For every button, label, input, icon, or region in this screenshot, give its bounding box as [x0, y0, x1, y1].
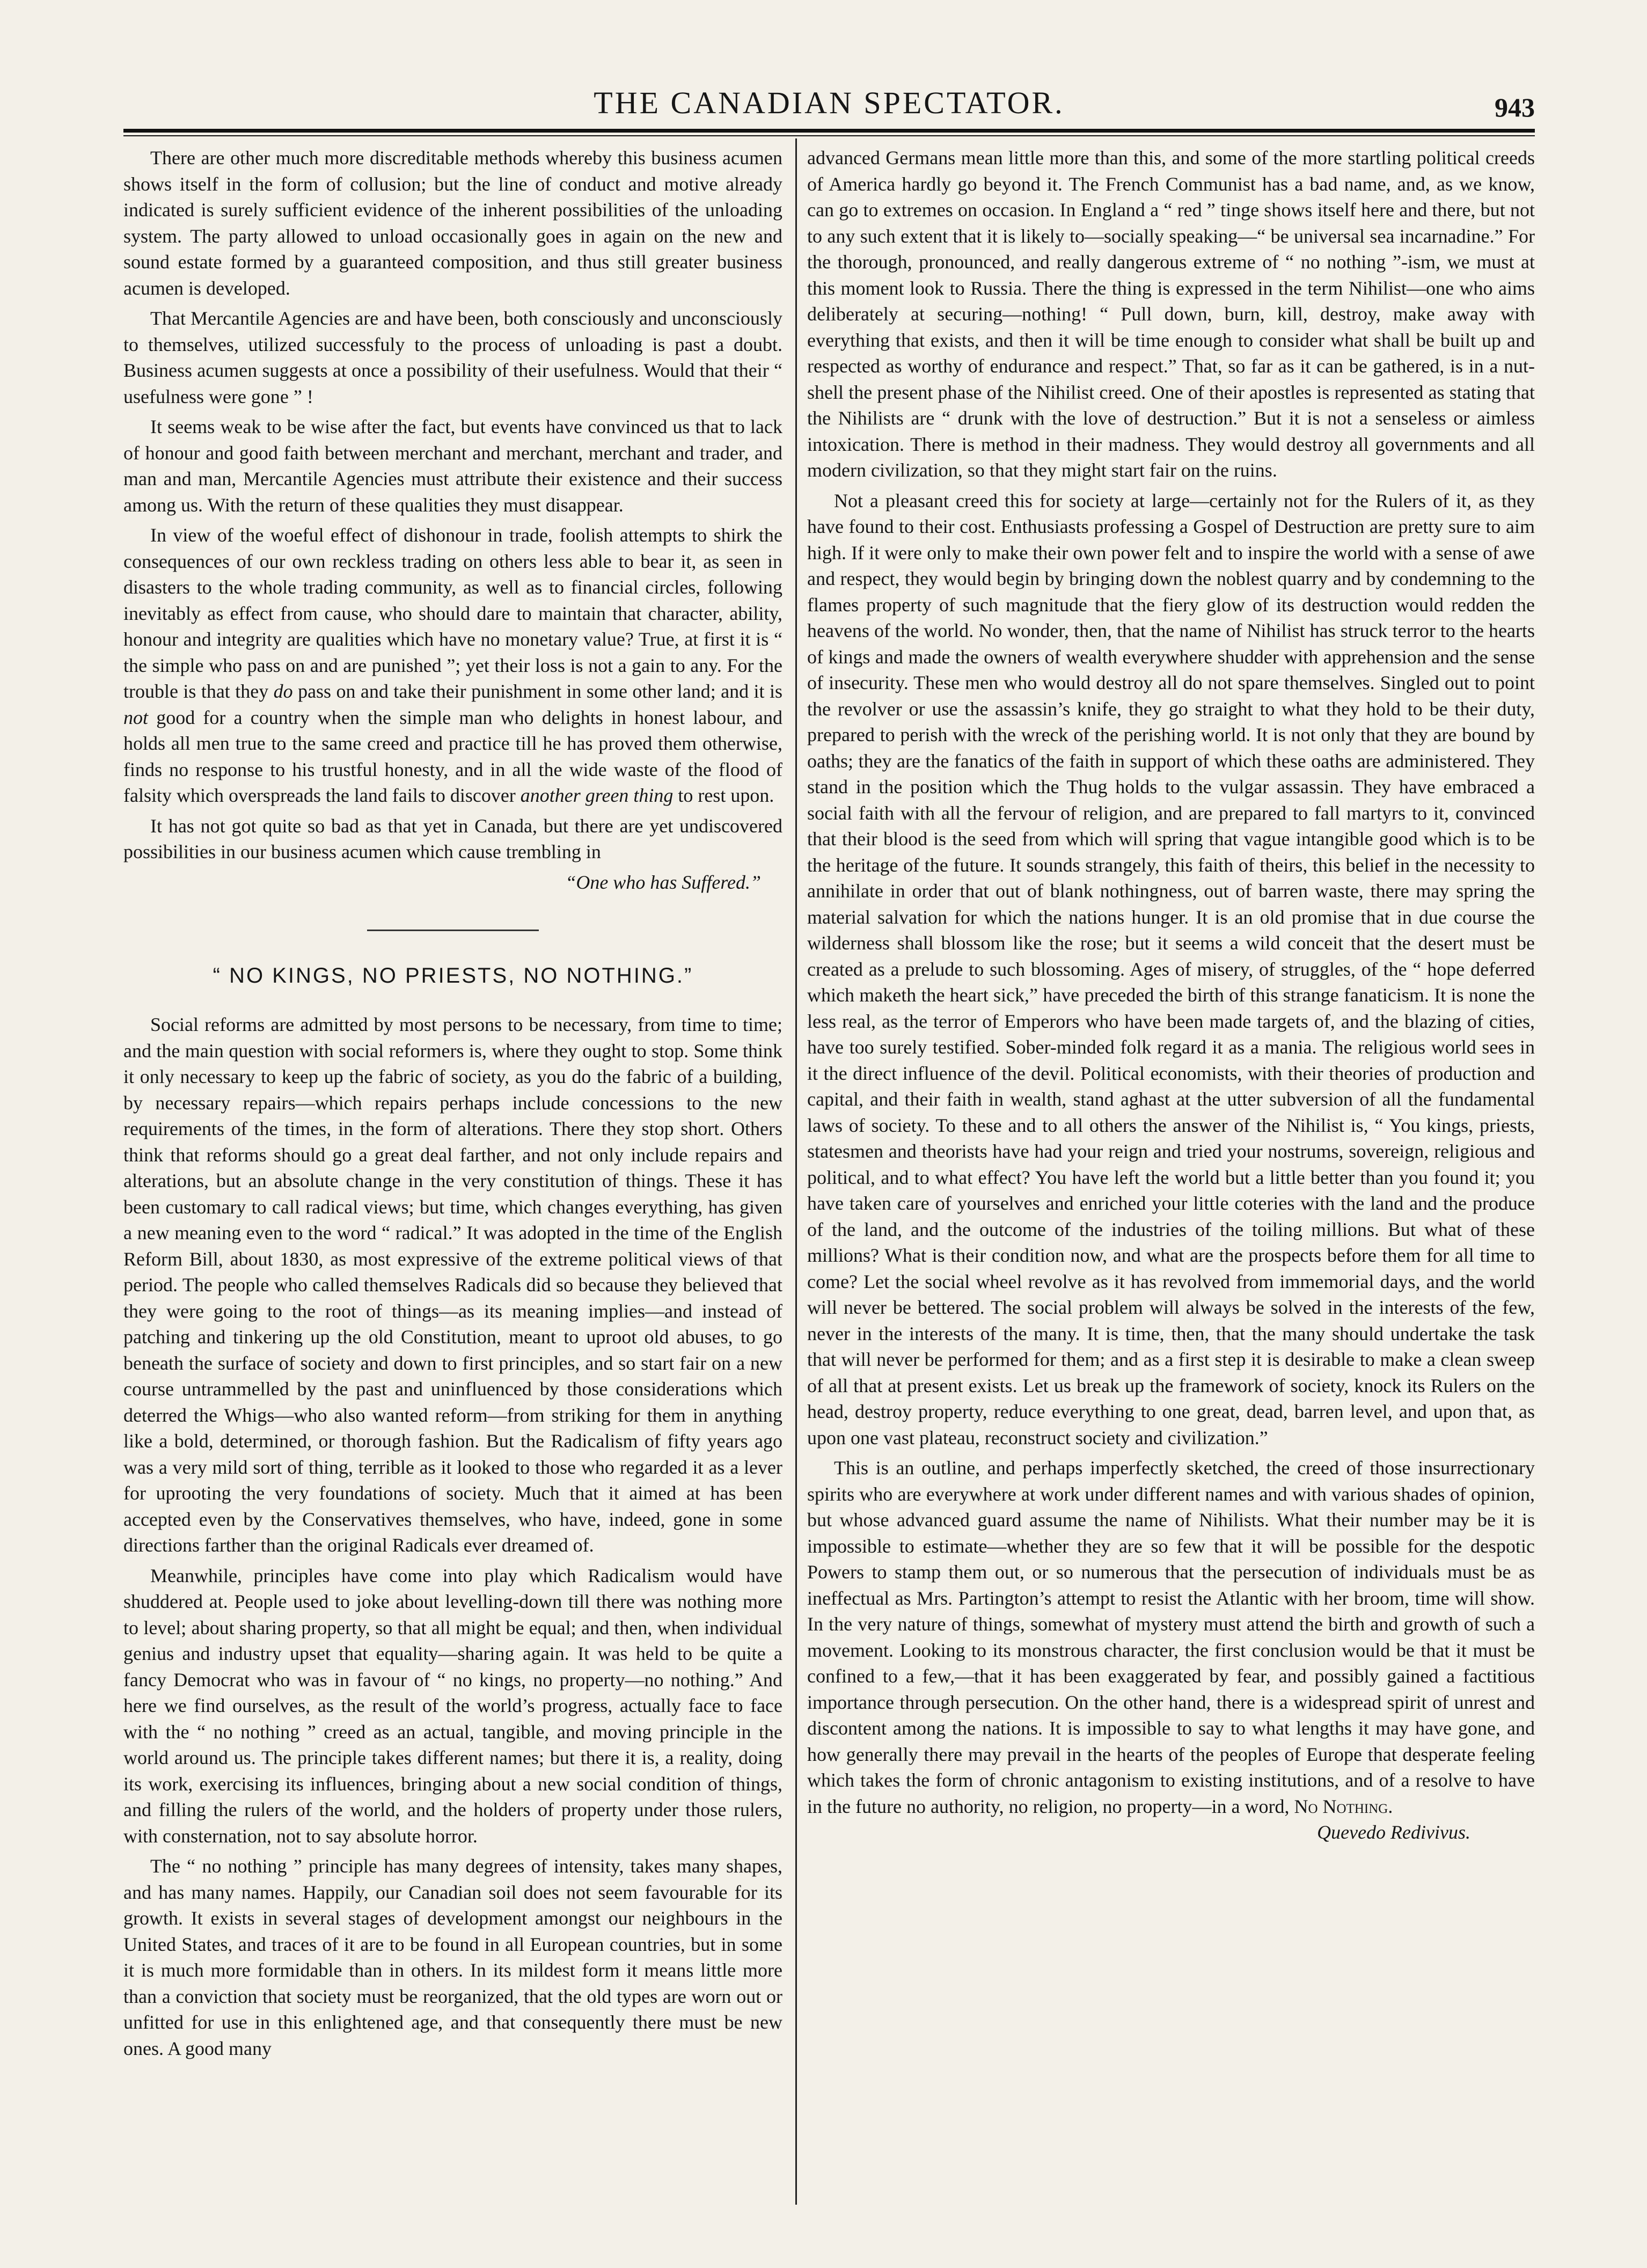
page-header	[123, 81, 1535, 122]
paragraph: advanced Germans mean little more than this, and some of the more startling political creeds of America hardly go beyond it. The French Communist has a bad name, and, as we know, can go to extremes on occasion. In England a “ red ” tinge shows itself here and there, but not to any such extent that it is likely to—socially speaking—“ be universal sea incarnadine.” For the thorough, pronounced, and really dangerous extreme of “ no nothing ”-ism, we must at this moment look to Russia. There the thing is expressed in the term Nihilist—one who aims deliberately at securing—nothing! “ Pull down, burn, kill, destroy, make away with everything that exists, and then it will be time enough to consider what shall be built up and respected as worthy of endurance and respect.” That, so far as it can be gathered, is in a nut-shell the present phase of the Nihilist creed. One of their apostles is represented as stating that the Nihilists are “ drunk with the love of destruction.” But it is not a senseless or aimless intoxication. There is method in their madness. They would destroy all governments and all modern civilization, so that they might start fair on the ruins.	[807, 147, 1535, 481]
right-column	[807, 145, 1535, 1846]
article-signature: Quevedo Redivivus.	[1317, 1821, 1470, 1843]
text-run: to rest upon.	[673, 785, 774, 806]
article-title: “ NO KINGS, NO PRIESTS, NO NOTHING.”	[213, 964, 693, 987]
paragraph: It has not got quite so bad as that yet in Canada, but there are yet undiscovered possibilities in our business acumen which cause trembling in	[123, 815, 782, 862]
column-divider	[795, 138, 797, 2205]
text-run: This is an outline, and perhaps imperfectly sketched, the creed of those insurrectionary spirits who are everywhere at work under different names and with various shades of opinion, but whose advanced guard assume the name of Nihilists. What their number may be it is impossible to estimate—whether they are so few that it will be possible for the despotic Powers to stamp them out, or so numerous that the persecution of individuals must be as ineffectual as Mrs. Partington’s attempt to resist the Atlantic with her broom, time will show. In the very nature of things, somewhat of mystery must attend the birth and growth of such a movement. Looking to its monstrous character, the first conclusion would be that it must be confined to a few,—that it has been exaggerated by fear, and possibly gained a factitious importance through persecution. On the other hand, there is a widespread spirit of unrest and discontent among the nations. It is impossible to say to what lengths it may have gone, and how generally there may prevail in the hearts of the peoples of Europe that desperate feeling which takes the form of chronic antagonism to existing institutions, and of a resolve to have in the future no authority, no religion, no property—in a word,	[807, 1457, 1535, 1817]
emphasis: do	[273, 681, 293, 702]
article-signature: “One who has Suffered.”	[565, 871, 761, 893]
paragraph: That Mercantile Agencies are and have been, both consciously and unconsciously to themselves, utilized successfuly to the process of unloading is past a doubt. Business acumen suggests at once a possibility of their usefulness. Would that their “ usefulness were gone ” !	[123, 308, 782, 407]
paragraph: The “ no nothing ” principle has many degrees of intensity, takes many shapes, and has many names. Happily, our Canadian soil does not seem favourable for its growth. It exists in several stages of development amongst our neighbours in the United States, and traces of it are to be found in all European countries, but in some it is much more formidable than in others. In its mildest form it means little more than a conviction that society must be reorganized, that the old types are worn out or unfitted for use in this enlightened age, and that consequently there must be new ones. A good many	[123, 1855, 782, 2059]
header-rule-thick	[123, 129, 1535, 133]
emphasis: another green thing	[520, 785, 674, 806]
publication-title: THE CANADIAN SPECTATOR.	[594, 85, 1065, 120]
paragraph: It seems weak to be wise after the fact, but events have convinced us that to lack of honour and good faith between merchant and merchant, merchant and trader, and man and man, Mercantile Agencies must attribute their existence and their success among us. With the return of these qualities they must disappear.	[123, 416, 782, 516]
text-run: In view of the woeful effect of dishonour in trade, foolish attempts to shirk the consequences of our own reckless trading on others less able to bear it, as seen in disasters to the whole trading community, as well as to financial circles, following inevitably as effect from cause, who should dare to maintain that character, ability, honour and integrity are qualities which have no monetary value? True, at first it is “ the simple who pass on and are punished ”; yet their loss is not a gain to any. For the trouble is that they	[123, 524, 782, 702]
paragraph: There are other much more discreditable methods whereby this business acumen shows itself in the form of collusion; but the line of conduct and motive already indicated is surely sufficient evidence of the inherent possibilities of the unloading system. The party allowed to unload occasionally goes in again on the new and sound estate formed by a guaranteed composition, and thus still greater business acumen is developed.	[123, 147, 782, 299]
text-run: pass on and take their punishment in some other land; and it is	[292, 681, 782, 702]
paragraph: Not a pleasant creed this for society at large—certainly not for the Rulers of it, as they have found to their cost. Enthusiasts professing a Gospel of Destruction are pretty sure to aim high. If it were only to make their own power felt and to inspire the world with a sense of awe and respect, they would begin by bringing down the noblest quarry and by condemning to the flames property of such magnitude that the fiery glow of its destruction would redden the heavens of the world. No wonder, then, that the name of Nihilist has struck terror to the hearts of kings and made the owners of wealth everywhere shudder with apprehension and the sense of insecurity. These men who would destroy all do not spare themselves. Singled out to point the revolver or use the assassin’s knife, they go straight to what they hold to be their duty, prepared to perish with the wreck of the perishing world. It is not only that they are bound by oaths; they are the fanatics of the faith in support of which these oaths are administered. They stand in the position which the Thug holds to the vulgar assassin. They have embraced a social faith with all the fervour of religion, and are prepared to fall martyrs to it, convinced that their blood is the seed from which will spring that vague intangible good which is to be the heritage of the future. It sounds strangely, this faith of theirs, this belief in the necessity to annihilate in order that out of blank nothingness, out of barren waste, there may spring the material salvation for which the nations hunger. It is an old promise that in due course the wilderness shall blossom like the rose; but it seems a wild conceit that the desert must be created as a prelude to such blossoming. Ages of misery, of struggles, of the “ hope deferred which maketh the heart sick,” have preceded the birth of this strange fanaticism. It is none the less real, as the terror of Emperors who have been made targets of, and the blazing of cities, have too surely testified. Sober-minded folk regard it as a mania. The religious world sees in it the direct influence of the devil. Political economists, with their theories of production and capital, and their faith in wealth, stand aghast at the utter subversion of all the fundamental laws of society. To these and to all others the answer of the Nihilist is, “ You kings, priests, statesmen and theorists have had your reign and tried your nostrums, sovereign, religious and political, and to what effect? You have left the world but a little better than you found it; you have taken care of yourselves and enriched your little coteries with the land and the produce of the land, and the outcome of the industries of the toiling millions. But what of these millions? What is their condition now, and what are the prospects before them for all time to come? Let the social wheel revolve as it has revolved from immemorial days, and the world will never be bettered. The social problem will always be solved in the interests of the few, never in the interests of the many. It is time, then, that the many should undertake the task that will never be performed for them; and as a first step it is desirable to make a clean sweep of all that at present exists. Let us break up the framework of society, knock its Rulers on the head, destroy property, reduce everything to one great, dead, barren level, and upon that, as upon one vast plateau, reconstruct society and civilization.”	[807, 489, 1535, 1448]
emphasis: not	[123, 706, 149, 728]
paragraph: Social reforms are admitted by most persons to be necessary, from time to time; and the main question with social reformers is, where they ought to stop. Some think it only necessary to keep up the fabric of society, as you do the fabric of a building, by necessary repairs—which repairs perhaps include concessions to the new requirements of the times, in the form of alterations. There they stop short. Others think that reforms should go a great deal farther, and not only include repairs and alterations, but an absolute change in the very constitution of things. These it has been customary to call radical views; but time, which changes everything, has given a new meaning even to the word “ radical.” It was adopted in the time of the English Reform Bill, about 1830, as most expressive of the extreme political views of that period. The people who called themselves Radicals did so because they believed that they were going to the root of things—as its meaning implies—and instead of patching and tinkering up the old Constitution, meant to uproot old abuses, to go beneath the surface of society and down to first principles, and so start fair on a new course untrammelled by the past and uninfluenced by those considerations which deterred the Whigs—who also wanted reform—from striking for them in anything like a bold, determined, or thorough fashion. But the Radicalism of fifty years ago was a very mild sort of thing, terrible as it looked to those who regarded it as a lever for uprooting the very foundations of society. Much that it aimed at has been accepted even by the Conservatives themselves, who have, indeed, gone in some directions farther than the original Radicals ever dreamed of.	[123, 1014, 782, 1556]
left-column	[123, 145, 782, 2066]
paragraph: Meanwhile, principles have come into play which Radicalism would have shuddered at. People used to joke about levelling-down till there was nothing more to level; about sharing property, so that all might be equal; and then, when individual genius and industry upset that equality—sharing again. It was held to be quite a fancy Democrat who was in favour of “ no kings, no property—no nothing.” And here we find ourselves, as the result of the world’s progress, actually face to face with the “ no nothing ” creed as an actual, tangible, and moving principle in the world around us. The principle takes different names; but there it is, a reality, doing its work, exercising its influences, bringing about a new social condition of things, and filling the rulers of the world, and the holders of property under those rulers, with consternation, not to say absolute horror.	[123, 1564, 782, 1847]
small-caps-text: No Nothing.	[1294, 1795, 1393, 1817]
paragraph	[123, 522, 782, 809]
text-run: good for a country when the simple man who delights in honest labour, and holds all men true to the same creed and practice till he has proved them otherwise, finds no response to his trustful honesty, and in all the wide waste of the flood of falsity which overspreads the land fails to discover	[123, 706, 782, 806]
article-separator	[367, 930, 539, 931]
header-rule-thin	[123, 135, 1535, 136]
paragraph	[807, 1455, 1535, 1843]
page-number: 943	[1495, 92, 1535, 122]
